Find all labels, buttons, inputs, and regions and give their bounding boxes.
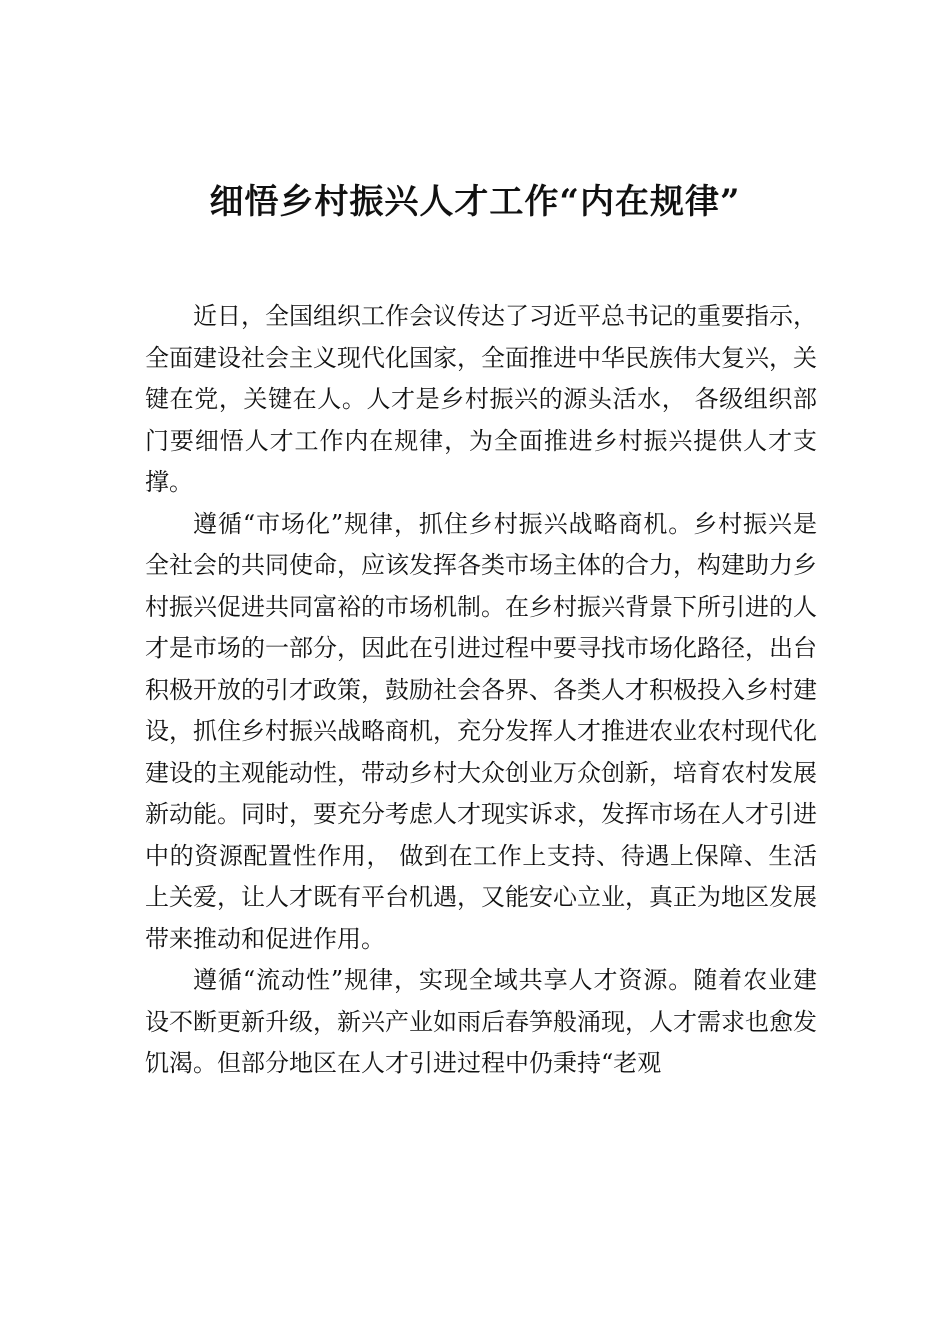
document-title: 细悟乡村振兴人才工作“内在规律” <box>209 182 741 222</box>
paragraph-mobility: 遵循“流动性”规律，实现全域共享人才资源。随着农业建设不断更新升级，新兴产业如雨后春笋般涌现，人才需求也愈发饥渴。但部分地区在人才引进过程中仍秉持“老观 <box>145 966 817 1077</box>
paragraph-market: 遵循“市场化”规律，抓住乡村振兴战略商机。乡村振兴是全社会的共同使命，应该发挥各类市场主体的合力，构建助力乡村振兴促进共同富裕的市场机制。在乡村振兴背景下所引进的人才是市场的一部分，因此在引进过程中要寻找市场化路径，出台积极开放的引才政策，鼓励社会各界、各类人才积极投入乡村建设，抓住乡村振兴战略商机，充分发挥人才推进农业农村现代化建设的主观能动性，带动乡村大众创业万众创新，培育农村发展新动能。同时，要充分考虑人才现实诉求，发挥市场在人才引进中的资源配置性作用， 做到在工作上支持、待遇上保障、生活上关爱，让人才既有平台机遇，又能安心立业，真正为地区发展带来推动和促进作用。 <box>145 509 817 953</box>
document-body <box>145 296 817 1085</box>
paragraph-intro: 近日，全国组织工作会议传达了习近平总书记的重要指示，全面建设社会主义现代化国家，全面推进中华民族伟大复兴，关键在党，关键在人。人才是乡村振兴的源头活水， 各级组织部门要细悟人才工作内在规律，为全面推进乡村振兴提供人才支撑。 <box>145 302 817 496</box>
